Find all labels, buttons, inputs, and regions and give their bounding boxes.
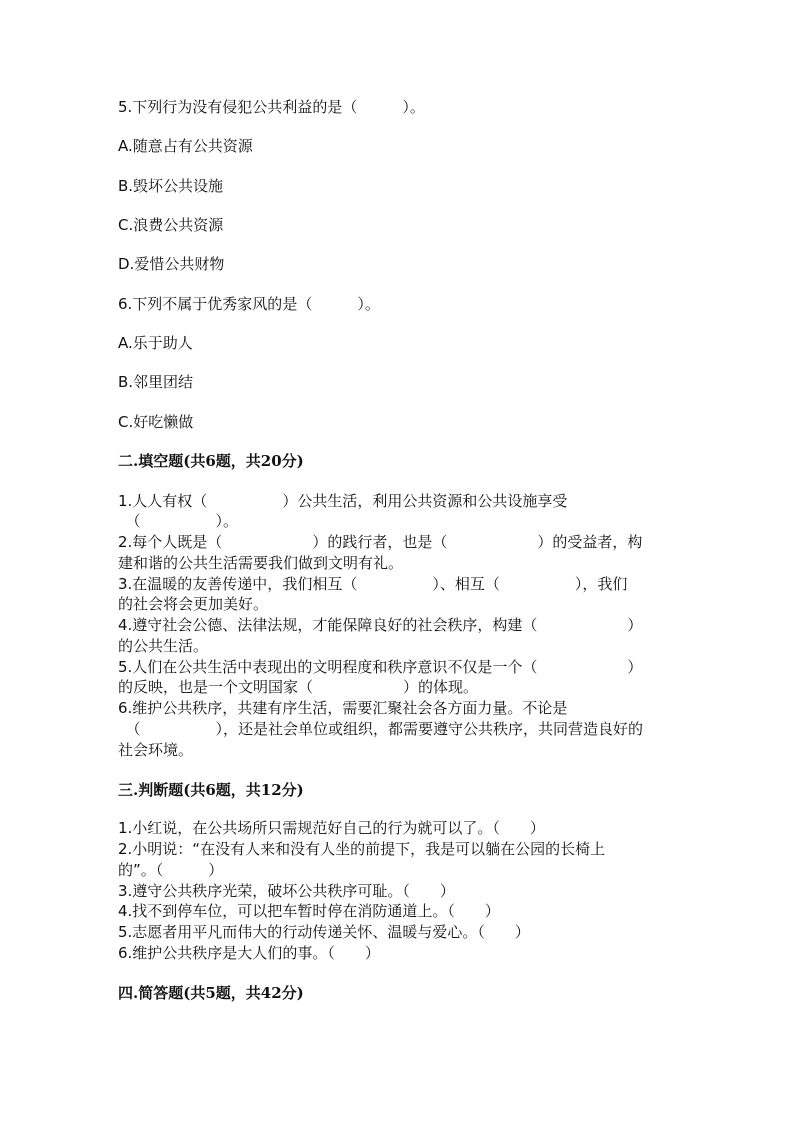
fill-line: 的公共生活。 bbox=[118, 637, 209, 655]
section-heading-short-answer: 四.简答题(共5题，共42分) bbox=[118, 984, 304, 1002]
fill-line: 1.人人有权（ ）公共生活，利用公共资源和公共设施享受 bbox=[118, 492, 568, 510]
fill-line: 社会环境。 bbox=[118, 741, 194, 759]
question-5-option-d: D.爱惜公共财物 bbox=[118, 255, 225, 273]
judgement-line: 6.维护公共秩序是大人们的事。（ ） bbox=[118, 944, 380, 962]
question-6-option-a: A.乐于助人 bbox=[118, 334, 193, 352]
judgement-line: 3.遵守公共秩序光荣，破坏公共秩序可耻。（ ） bbox=[118, 882, 455, 900]
question-6-stem: 6.下列不属于优秀家风的是（ ）。 bbox=[118, 295, 380, 313]
judgement-line: 5.志愿者用平凡而伟大的行动传递关怀、温暖与爱心。（ ） bbox=[118, 923, 530, 941]
question-5-option-b: B.毁坏公共设施 bbox=[118, 177, 224, 195]
judgement-line: 的”。（ ） bbox=[118, 861, 224, 879]
judgement-line: 4.找不到停车位，可以把车暂时停在消防通道上。（ ） bbox=[118, 902, 500, 920]
question-6-option-c: C.好吃懒做 bbox=[118, 413, 194, 431]
fill-line: （ ），还是社会单位或组织，都需要遵守公共秩序，共同营造良好的 bbox=[118, 720, 644, 738]
fill-line: 5.人们在公共生活中表现出的文明程度和秩序意识不仅是一个（ ） bbox=[118, 658, 643, 676]
fill-line: 6.维护公共秩序，共建有序生活，需要汇聚社会各方面力量。不论是 bbox=[118, 699, 568, 717]
fill-line: 3.在温暖的友善传递中，我们相互（ ）、相互（ ），我们 bbox=[118, 575, 628, 593]
fill-line: （ ）。 bbox=[118, 512, 239, 530]
section-heading-fill-in: 二.填空题(共6题，共20分) bbox=[118, 452, 304, 470]
judgement-line: 2.小明说：“在没有人来和没有人坐的前提下，我是可以躺在公园的长椅上 bbox=[118, 840, 606, 858]
judgement-line: 1.小红说，在公共场所只需规范好自己的行为就可以了。（ ） bbox=[118, 819, 545, 837]
question-5-option-a: A.随意占有公共资源 bbox=[118, 137, 253, 155]
question-5-stem: 5.下列行为没有侵犯公共利益的是（ ）。 bbox=[118, 98, 425, 116]
fill-line: 2.每个人既是（ ）的践行者，也是（ ）的受益者，构 bbox=[118, 533, 643, 551]
fill-line: 的社会将会更加美好。 bbox=[118, 595, 269, 613]
fill-line: 建和谐的公共生活需要我们做到文明有礼。 bbox=[118, 554, 404, 572]
fill-line: 4.遵守社会公德、法律法规，才能保障良好的社会秩序，构建（ ） bbox=[118, 616, 643, 634]
question-5-option-c: C.浪费公共资源 bbox=[118, 216, 224, 234]
fill-line: 的反映，也是一个文明国家（ ）的体现。 bbox=[118, 678, 479, 696]
section-heading-true-false: 三.判断题(共6题，共12分) bbox=[118, 781, 304, 799]
question-6-option-b: B.邻里团结 bbox=[118, 373, 194, 391]
